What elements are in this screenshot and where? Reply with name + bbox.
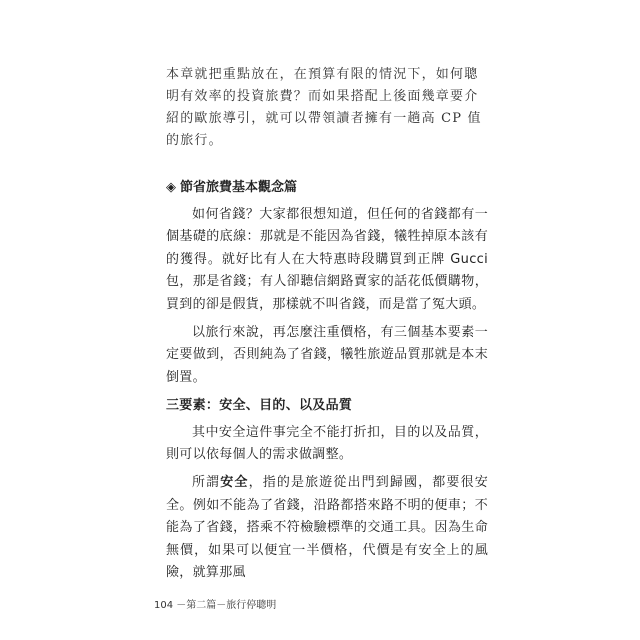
section-heading: [166, 178, 297, 198]
body-text: [166, 204, 488, 591]
subheading-three-elements: 三要素：安全、目的、以及品質: [166, 398, 353, 414]
paragraph-1: 如何省錢？大家都很想知道，但任何的省錢都有一個基礎的底線：那就是不能因為省錢，犧牲掉原本該有的獲得。就好比有人在大特惠時段購買到正牌 Gucci 包，那是省錢；有人卻聽信網路賣家的話花低價購物，買到的卻是假貨，那樣就不叫省錢，而是當了冤大頭。: [166, 207, 488, 312]
page-footer: [154, 599, 276, 613]
paragraph-4-prefix: 所謂: [192, 475, 221, 491]
paragraph-4: [166, 472, 488, 584]
paragraph-4-rest: ，指的是旅遊從出門到歸國，都要很安全。例如不能為了省錢，沿路都搭來路不明的便車；不能為了省錢，搭乘不符檢驗標準的交通工具。因為生命無價，如果可以便宜一半價格，代價是有安全上的風險，就算那風: [166, 475, 489, 581]
page-number: 104: [154, 600, 174, 611]
paragraph-3: 其中安全這件事完全不能打折扣，目的以及品質，則可以依每個人的需求做調整。: [166, 424, 488, 463]
section-heading-text: 節省旅費基本觀念篇: [180, 180, 298, 195]
intro-paragraph: 本章就把重點放在，在預算有限的情況下，如何聰明有效率的投資旅費？而如果搭配上後面幾章要介紹的歐旅導引，就可以帶領讀者擁有一趟高 CP 值的旅行。: [166, 67, 482, 148]
paragraph-4-bold-safety: 安全: [220, 475, 249, 491]
intro-block: [166, 64, 486, 152]
paragraph-2: 以旅行來說，再怎麼注重價格，有三個基本要素一定要做到，否則純為了省錢，犧牲旅遊品質那就是本末倒置。: [166, 325, 488, 385]
running-title: －第二篇－旅行停聰明: [176, 600, 277, 611]
diamond-bullet-icon: ◈: [166, 180, 176, 195]
